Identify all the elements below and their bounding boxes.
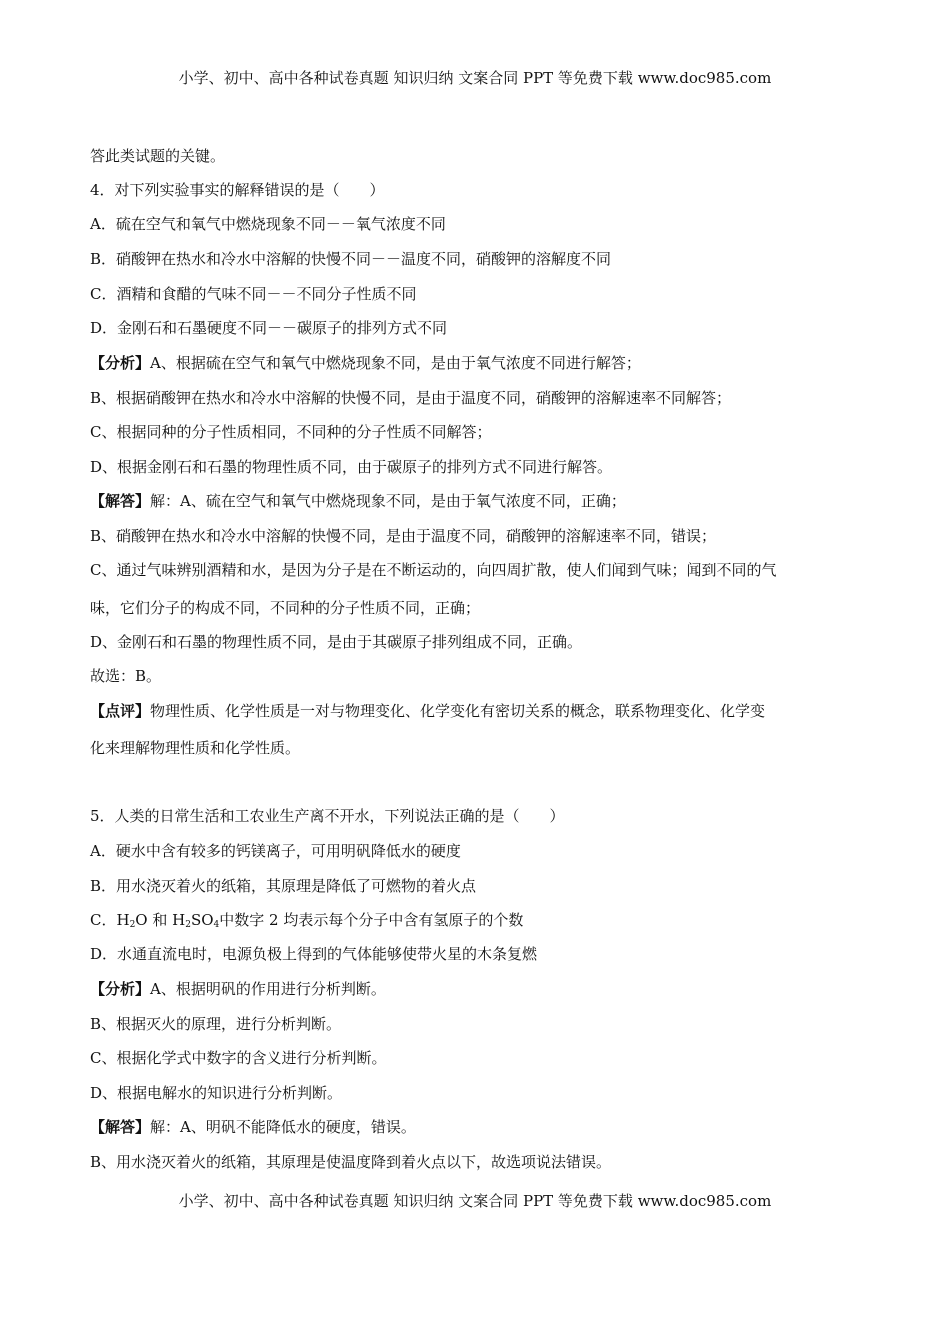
q4-answer-d: D、金刚石和石墨的物理性质不同，是由于其碳原子排列组成不同，正确。	[90, 633, 583, 651]
q5-analysis-d: D、根据电解水的知识进行分析判断。	[90, 1084, 343, 1102]
q4-analysis-text: A、根据硫在空气和氧气中燃烧现象不同，是由于氧气浓度不同进行解答；	[150, 354, 641, 372]
page-footer: 小学、初中、高中各种试卷真题 知识归纳 文案合同 PPT 等免费下载 www.doc985.com	[178, 1192, 772, 1210]
q4-comment-text: 物理性质、化学性质是一对与物理变化、化学变化有密切关系的概念，联系物理变化、化学变	[150, 702, 766, 720]
q5-option-c-prefix: C．H	[90, 911, 130, 929]
q5-answer-b: B、用水浇灭着火的纸箱，其原理是使温度降到着火点以下，故选项说法错误。	[90, 1153, 612, 1171]
q4-comment-tag: 【点评】	[90, 702, 151, 720]
q5-answer-text: 解：A、明矾不能降低水的硬度，错误。	[150, 1118, 416, 1136]
q5-analysis-tag: 【分析】	[90, 980, 151, 998]
q4-answer-text: 解：A、硫在空气和氧气中燃烧现象不同，是由于氧气浓度不同，正确；	[150, 492, 626, 510]
subscript: 2	[185, 920, 191, 930]
q5-option-d: D．水通直流电时，电源负极上得到的气体能够使带火星的木条复燃	[90, 945, 538, 963]
q5-option-c-mid2: SO	[190, 911, 214, 929]
question-4-stem: 4．对下列实验事实的解释错误的是（ ）	[90, 181, 385, 199]
q4-analysis-c: C、根据同种的分子性质相同，不同种的分子性质不同解答；	[90, 423, 492, 441]
subscript: 2	[129, 920, 136, 930]
q4-analysis-tag: 【分析】	[90, 354, 151, 372]
q5-option-c-mid1: O 和 H	[135, 911, 186, 929]
q5-option-c-rest: 中数字 2 均表示每个分子中含有氢原子的个数	[219, 911, 524, 929]
q4-answer-c1: C、通过气味辨别酒精和水，是因为分子是在不断运动的，向四周扩散，使人们闻到气味；闻到不同的气	[90, 561, 777, 579]
q4-comment-line-2: 化来理解物理性质和化学性质。	[90, 739, 301, 757]
q4-choice: 故选：B。	[90, 667, 162, 685]
q5-analysis-c: C、根据化学式中数字的含义进行分析判断。	[90, 1049, 387, 1067]
q4-comment-line	[90, 701, 880, 721]
q4-answer-tag: 【解答】	[90, 492, 151, 510]
q5-option-b: B．用水浇灭着火的纸箱，其原理是降低了可燃物的着火点	[90, 877, 477, 895]
q4-option-a: A．硫在空气和氧气中燃烧现象不同－－氧气浓度不同	[90, 215, 446, 233]
page-header: 小学、初中、高中各种试卷真题 知识归纳 文案合同 PPT 等免费下载 www.doc985.com	[178, 69, 772, 87]
q5-analysis-b: B、根据灭火的原理，进行分析判断。	[90, 1015, 342, 1033]
question-5-stem: 5．人类的日常生活和工农业生产离不开水，下列说法正确的是（ ）	[90, 807, 565, 825]
q4-option-d: D．金刚石和石墨硬度不同－－碳原子的排列方式不同	[90, 319, 448, 337]
q5-option-a: A．硬水中含有较多的钙镁离子，可用明矾降低水的硬度	[90, 842, 461, 860]
q4-option-b: B．硝酸钾在热水和冷水中溶解的快慢不同－－温度不同，硝酸钾的溶解度不同	[90, 250, 612, 268]
q5-answer-tag: 【解答】	[90, 1118, 151, 1136]
subscript: 4	[213, 920, 220, 930]
q4-answer-b: B、硝酸钾在热水和冷水中溶解的快慢不同，是由于温度不同，硝酸钾的溶解速率不同，错误；	[90, 527, 717, 545]
q4-analysis-d: D、根据金刚石和石墨的物理性质不同，由于碳原子的排列方式不同进行解答。	[90, 458, 613, 476]
q4-analysis-b: B、根据硝酸钾在热水和冷水中溶解的快慢不同，是由于温度不同，硝酸钾的溶解速率不同解答；	[90, 389, 732, 407]
q4-analysis-line	[90, 353, 880, 373]
q5-analysis-text: A、根据明矾的作用进行分析判断。	[150, 980, 386, 998]
q4-answer-c2: 味，它们分子的构成不同，不同种的分子性质不同，正确；	[90, 599, 481, 617]
q4-intro-text: 答此类试题的关键。	[90, 147, 226, 165]
q4-option-c: C．酒精和食醋的气味不同－－不同分子性质不同	[90, 285, 417, 303]
q5-option-c	[90, 910, 880, 935]
q5-answer-line	[90, 1117, 880, 1137]
q5-analysis-line	[90, 979, 880, 999]
q4-answer-line	[90, 491, 880, 511]
